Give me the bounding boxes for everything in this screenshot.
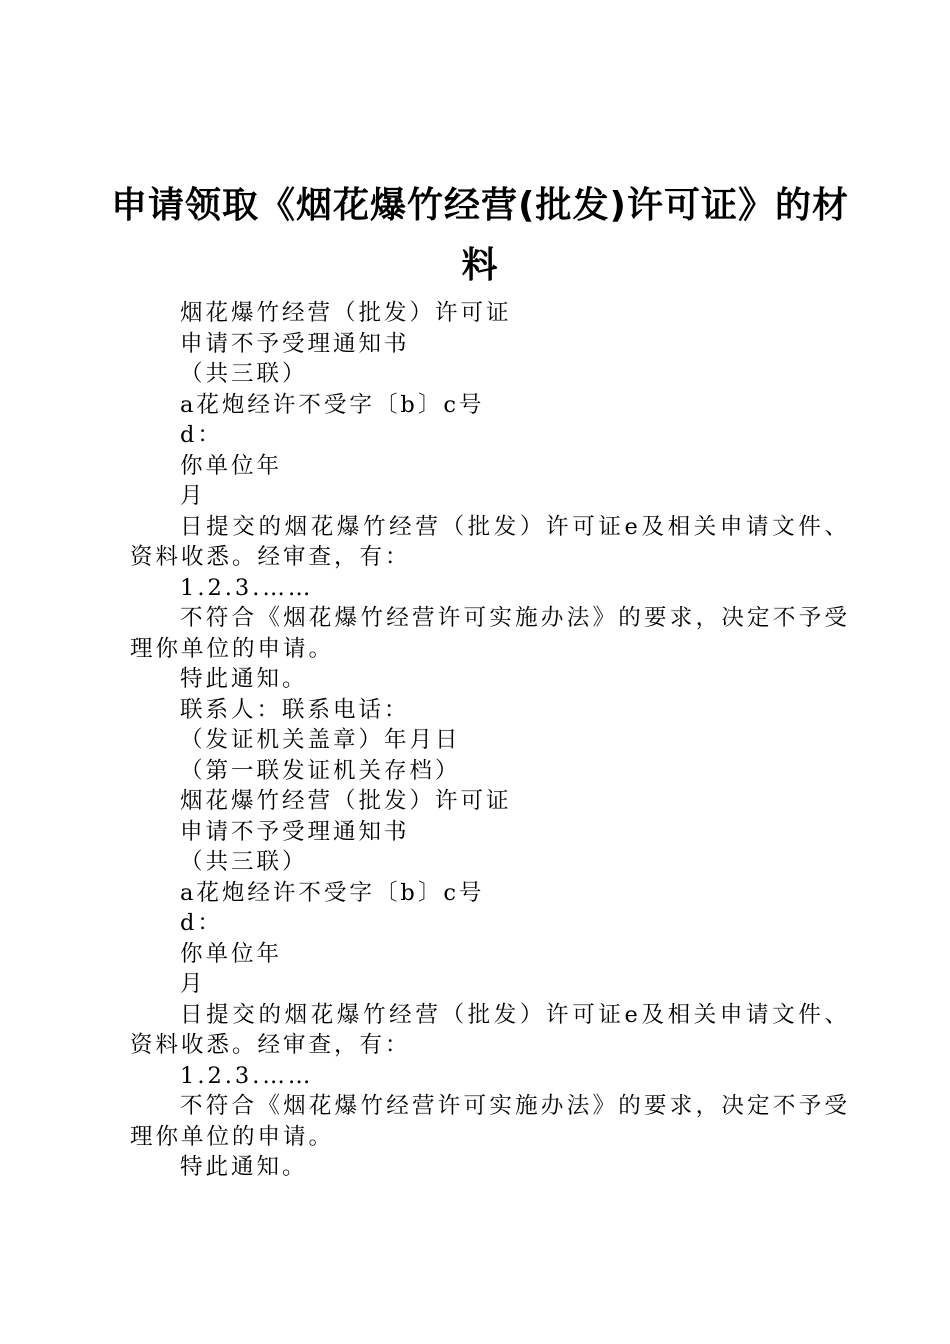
notice-1-number: a花炮经许不受字〔b〕c号 [180, 391, 485, 418]
notice-2-month: 月 [180, 971, 206, 997]
notice-1-end: 特此通知。 [180, 666, 308, 692]
notice-2-received-paragraph: 日提交的烟花爆竹经营（批发）许可证e及相关申请文件、资料收悉。经审查，有： [130, 1001, 850, 1058]
notice-1-heading: 烟花爆竹经营（批发）许可证 [180, 300, 512, 326]
notice-1-decision-paragraph: 不符合《烟花爆竹经营许可实施办法》的要求，决定不予受理你单位的申请。 [130, 605, 850, 662]
notice-2-number: a花炮经许不受字〔b〕c号 [180, 879, 485, 906]
notice-2-decision-paragraph: 不符合《烟花爆竹经营许可实施办法》的要求，决定不予受理你单位的申请。 [130, 1093, 850, 1150]
notice-1-contact: 联系人：联系电话： [180, 696, 410, 723]
notice-2-heading: 烟花爆竹经营（批发）许可证 [180, 788, 512, 814]
notice-1-items: 1.2.3.…… [180, 574, 314, 601]
notice-2-copies: （共三联） [180, 849, 308, 875]
notice-2-subheading: 申请不予受理通知书 [180, 818, 410, 845]
notice-1-unit-year: 你单位年 [180, 452, 283, 479]
notice-1-subheading: 申请不予受理通知书 [180, 330, 410, 357]
notice-2-unit-year: 你单位年 [180, 940, 283, 967]
notice-1-received-paragraph: 日提交的烟花爆竹经营（批发）许可证e及相关申请文件、资料收悉。经审查，有： [130, 513, 850, 570]
notice-1-copy-label: （第一联发证机关存档） [180, 757, 461, 784]
notice-1-seal-date: （发证机关盖章）年月日 [180, 727, 461, 753]
notice-1-addressee: d： [180, 422, 223, 448]
document-body [130, 298, 850, 1183]
notice-2-items: 1.2.3.…… [180, 1062, 314, 1089]
notice-1-month: 月 [180, 483, 206, 509]
notice-2-addressee: d： [180, 910, 223, 936]
notice-1-copies: （共三联） [180, 361, 308, 387]
notice-2-end: 特此通知。 [180, 1154, 308, 1180]
document-title: 申请领取《烟花爆竹经营(批发)许可证》的材料 [111, 185, 849, 286]
